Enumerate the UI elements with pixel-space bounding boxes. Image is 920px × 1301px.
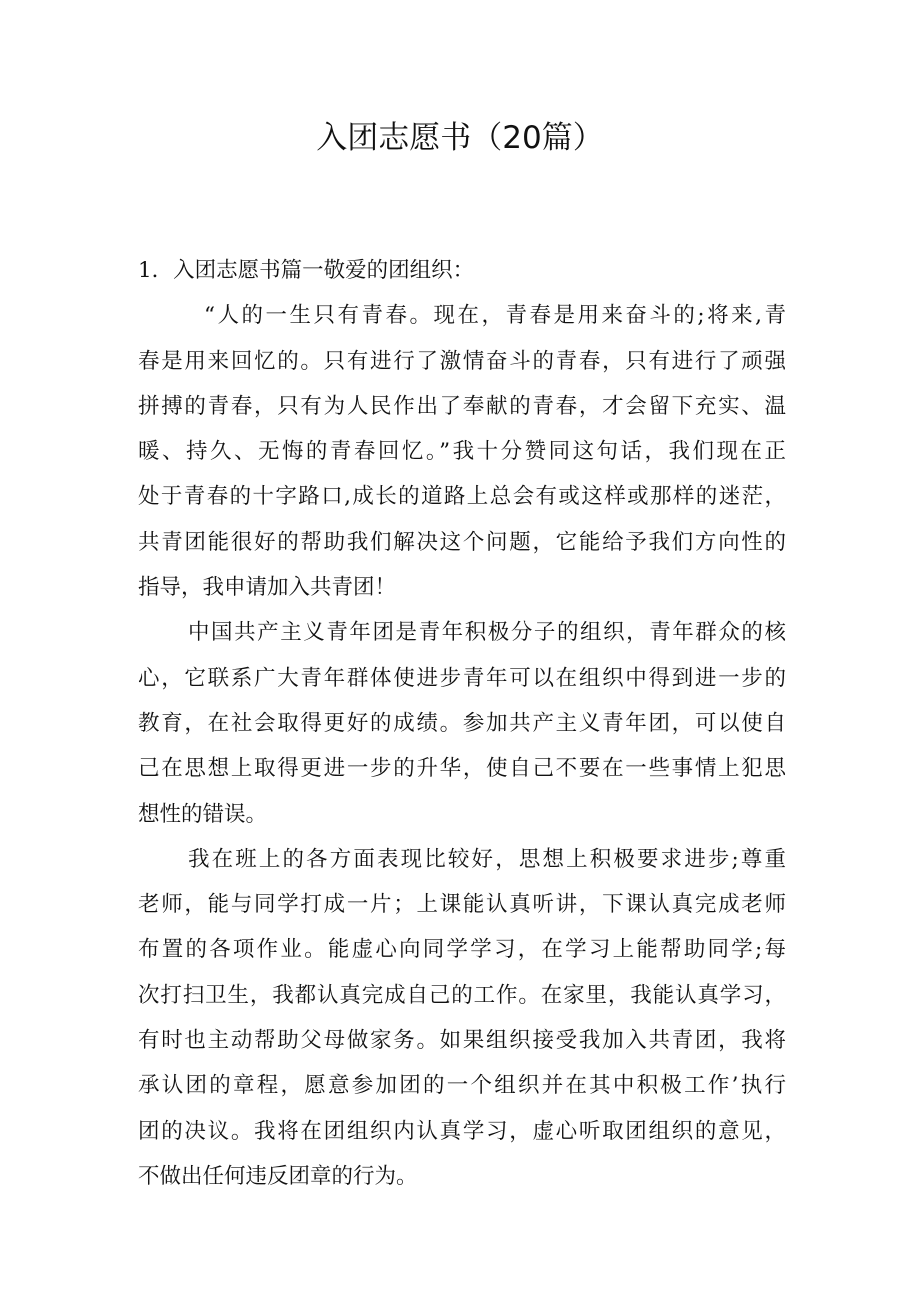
paragraph-line: 己在思想上取得更进一步的升华，使自己不要在一些事情上犯思 <box>138 756 786 782</box>
paragraph-line: “人的一生只有青春。现在，青春是用来奋斗的;将来,青 <box>204 303 786 329</box>
paragraph-line: 暖、持久、无悔的青春回忆。”我十分赞同这句话，我们现在正 <box>138 439 786 465</box>
paragraph-line: 老师，能与同学打成一片；上课能认真听讲，下课认真完成老师 <box>138 892 786 918</box>
paragraph-line: 中国共产主义青年团是青年积极分子的组织，青年群众的核 <box>188 620 786 646</box>
paragraph-line: 想性的错误。 <box>138 801 268 827</box>
paragraph-line: 有时也主动帮助父母做家务。如果组织接受我加入共青团，我将 <box>138 1028 786 1054</box>
paragraph-line: 教育，在社会取得更好的成绩。参加共产主义青年团，可以使自 <box>138 710 786 736</box>
paragraph-line: 团的决议。我将在团组织内认真学习，虚心听取团组织的意见， <box>138 1118 786 1144</box>
paragraph-1 <box>138 293 786 610</box>
paragraph-line: 春是用来回忆的。只有进行了激情奋斗的青春，只有进行了顽强 <box>138 348 786 374</box>
paragraph-line: 承认团的章程，愿意参加团的一个组织并在其中积极工作’执行 <box>138 1073 786 1099</box>
paragraph-line: 共青团能很好的帮助我们解决这个问题，它能给予我们方向性的 <box>138 529 786 555</box>
paragraph-line: 我在班上的各方面表现比较好，思想上积极要求进步;尊重 <box>188 846 786 872</box>
document-body <box>138 248 786 1199</box>
paragraph-line: 布置的各项作业。能虚心向同学学习，在学习上能帮助同学;每 <box>138 937 786 963</box>
paragraph-2 <box>138 610 786 836</box>
paragraph-line: 指导，我申请加入共青团！ <box>138 575 397 601</box>
paragraph-line: 心，它联系广大青年群体使进步青年可以在组织中得到进一步的 <box>138 665 786 691</box>
document-title: 入团志愿书（20篇） <box>316 120 604 156</box>
paragraph-3 <box>138 837 786 1199</box>
paragraph-line: 拼搏的青春，只有为人民作出了奉献的青春，才会留下充实、温 <box>138 393 786 419</box>
section-heading: 1．入团志愿书篇一敬爱的团组织： <box>138 258 475 283</box>
paragraph-line: 次打扫卫生，我都认真完成自己的工作。在家里，我能认真学习， <box>138 982 786 1008</box>
paragraph-line: 处于青春的十字路口,成长的道路上总会有或这样或那样的迷茫， <box>138 484 786 510</box>
paragraph-line: 不做出任何违反团章的行为。 <box>138 1163 418 1189</box>
